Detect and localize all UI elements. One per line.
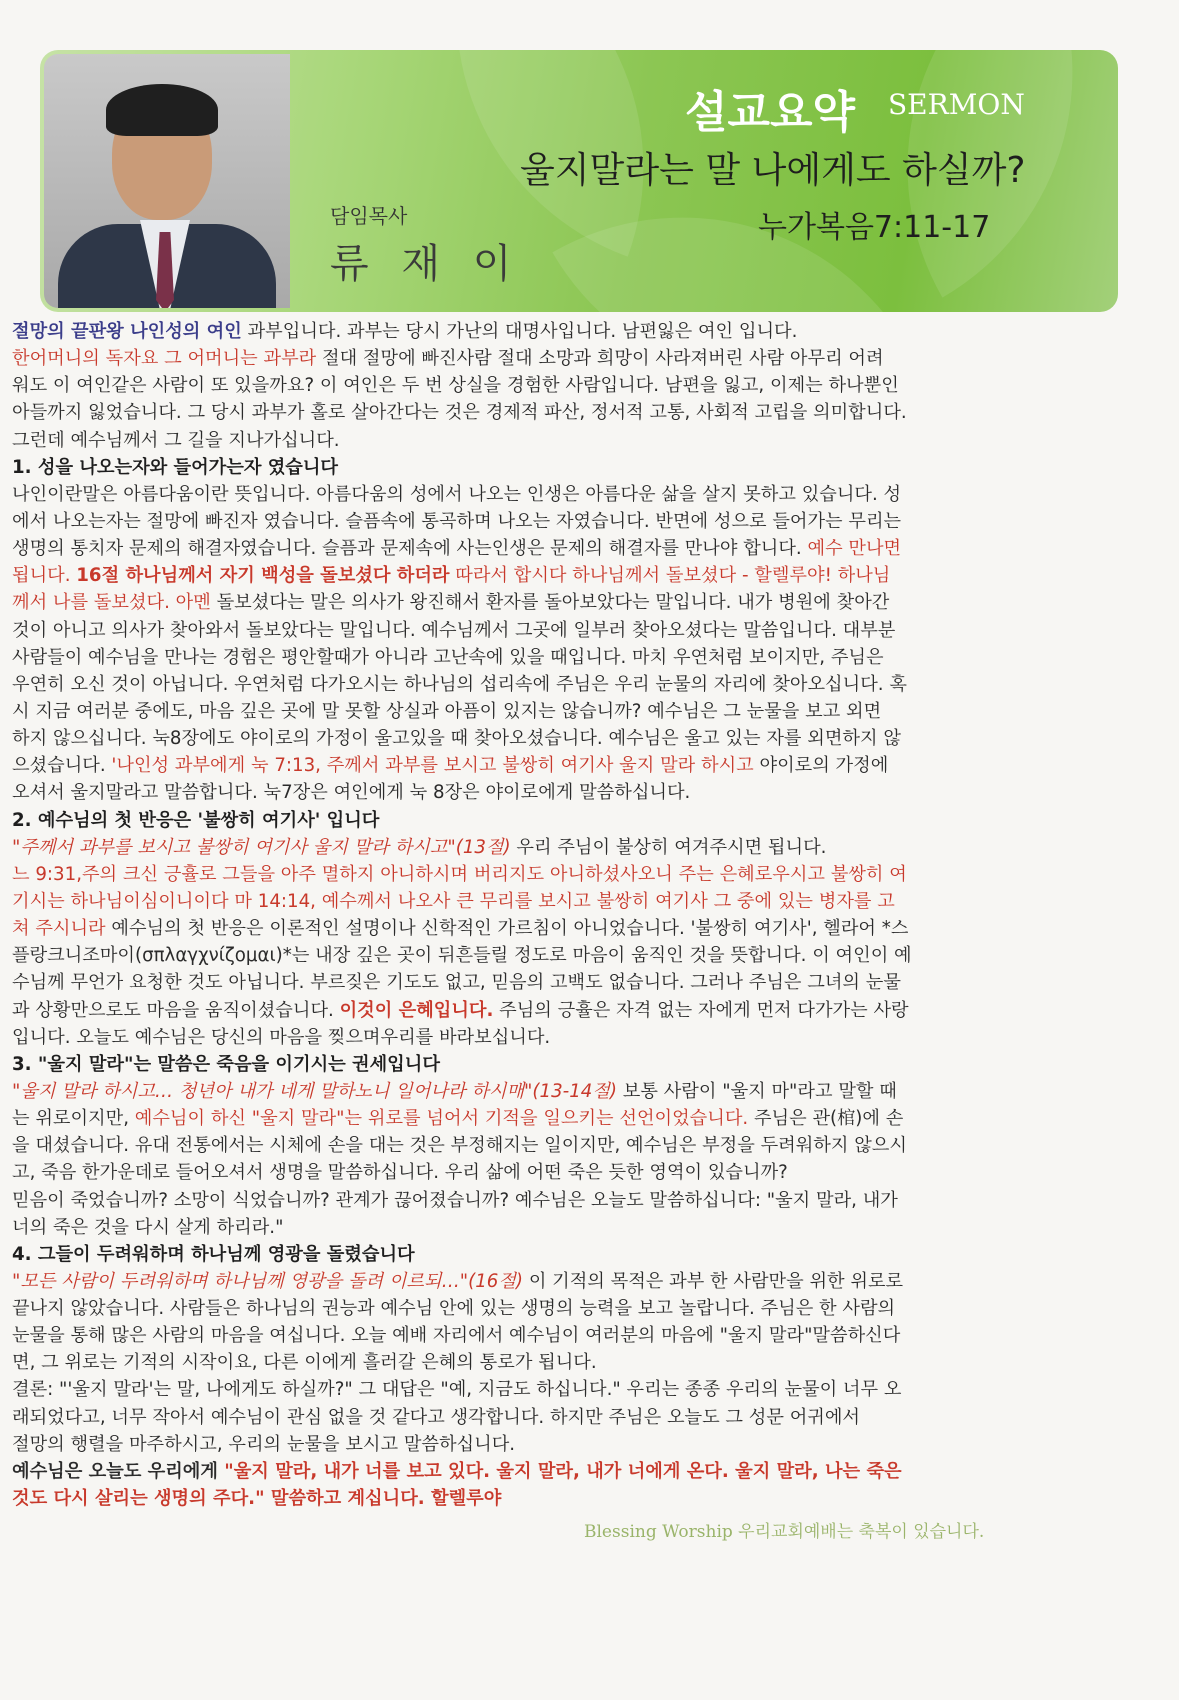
highlight-text: '나인성 과부에게 눅 7:13, 주께서 과부를 보시고 불쌍히 여기사 울지 말라 하시고: [111, 755, 754, 777]
body-line: 플랑크니조마이(σπλαγχνίζομαι)*는 내장 깊은 곳이 뒤흔들릴 정도로 마음이 움직인 것을 뜻합니다. 이 여인이 예: [12, 945, 912, 967]
body-line: 너의 죽은 것을 다시 살게 하리라.": [12, 1216, 284, 1238]
body-line: 고, 죽음 한가운데로 들어오셔서 생명을 말씀하십니다. 우리 삶에 어떤 죽은 듯한 영역이 있습니까?: [12, 1162, 788, 1184]
body-text: 생명의 통치자 문제의 해결자였습니다. 슬픔과 문제속에 사는인생은 문제의 해결자를 만나야 합니다.: [12, 538, 808, 560]
highlight-text: 16절 하나님께서 자기 백성을 돌보셨다 하더라: [76, 565, 450, 587]
conclusion-line: [12, 1485, 1128, 1512]
body-line: 끝나지 않았습니다. 사람들은 하나님의 권능과 예수님 안에 있는 생명의 능력을 보고 놀랍니다. 주님은 한 사람의: [12, 1298, 896, 1320]
body-line: [12, 562, 1128, 589]
body-line: 오셔서 울지말라고 말씀합니다. 눅7장은 여인에게 눅 8장은 야이로에게 말씀하십니다.: [12, 782, 691, 804]
scripture-reference: 누가복음7:11-17: [758, 210, 991, 245]
body-line: 면, 그 위로는 기적의 시작이요, 다른 이에게 흘러갈 은혜의 통로가 됩니다.: [12, 1352, 597, 1374]
body-line: 믿음이 죽었습니까? 소망이 식었습니까? 관계가 끊어졌습니까? 예수님은 오늘도 말씀하십니다: "울지 말라, 내가: [12, 1189, 898, 1211]
body-line: [12, 1078, 1128, 1105]
conclusion-line: 결론: "'울지 말라'는 말, 나에게도 하실까?" 그 대답은 "예, 지금도 하십니다." 우리는 종종 우리의 눈물이 너무 오: [12, 1379, 902, 1401]
body-line: [12, 1268, 1128, 1295]
body-text: 주님의 긍휼은 자격 없는 자에게 먼저 다가가는 사랑: [493, 999, 909, 1021]
pastor-photo: [44, 54, 290, 308]
scripture-quote: "주께서 과부를 보시고 불쌍히 여기사 울지 말라 하시고"(13절): [12, 836, 511, 858]
body-line: [12, 1105, 1128, 1132]
body-line: [12, 318, 1128, 345]
highlight-text: 예수 만나면: [807, 538, 902, 560]
body-line: 을 대셨습니다. 유대 전통에서는 시체에 손을 대는 것은 부정해지는 일이지만, 예수님은 부정을 두려워하지 않으시: [12, 1135, 907, 1157]
section-heading: 2. 예수님의 첫 반응은 '불쌍히 여기사' 입니다: [12, 809, 380, 831]
pastor-role: 담임목사: [330, 204, 408, 228]
body-line: [12, 345, 1128, 372]
highlight-text: 께서 나를 돌보셨다. 아멘: [12, 592, 211, 614]
sermon-body: [12, 318, 1128, 1512]
section-heading: 3. "울지 말라"는 말씀은 죽음을 이기시는 권세입니다: [12, 1053, 440, 1075]
body-line: 수님께 무언가 요청한 것도 아닙니다. 부르짖은 기도도 없고, 믿음의 고백도 없습니다. 그러나 주님은 그녀의 눈물: [12, 972, 901, 994]
conclusion-line: [12, 1458, 1128, 1485]
highlight-text: 따라서 합시다 하나님께서 돌보셨다 - 할렐루야! 하나님: [449, 565, 891, 587]
body-line: [12, 834, 1128, 861]
body-text: 보통 사람이 "울지 마"라고 말할 때: [617, 1080, 897, 1102]
body-line: 아들까지 잃었습니다. 그 당시 과부가 홀로 살아간다는 것은 경제적 파산, 정서적 고통, 사회적 고립을 의미합니다.: [12, 402, 907, 424]
conclusion-line: 절망의 행렬을 마주하시고, 우리의 눈물을 보시고 말씀하십니다.: [12, 1433, 516, 1455]
body-text: 과 상황만으로도 마음을 움직이셨습니다.: [12, 999, 340, 1021]
highlight-text: 예수님이 하신 "울지 말라"는 위로를 넘어서 기적을 일으키는 선언이었습니다.: [134, 1108, 749, 1130]
body-text: 이 기적의 목적은 과부 한 사람만을 위한 위로로: [523, 1270, 904, 1292]
body-line: [12, 589, 1128, 616]
highlight-text: 말씀하고 계십니다. 할렐루야: [264, 1488, 502, 1510]
body-line: [12, 997, 1128, 1024]
highlight-text: 것도 다시 살리는 생명의 주다.": [12, 1488, 265, 1510]
sermon-label: 설교요약: [685, 87, 856, 138]
body-line: 입니다. 오늘도 예수님은 당신의 마음을 찢으며우리를 바라보십니다.: [12, 1026, 551, 1048]
body-line: 사람들이 예수님을 만나는 경험은 평안할때가 아니라 고난속에 있을 때입니다. 마치 우연처럼 보이지만, 주님은: [12, 646, 884, 668]
highlight-text: 이것이 은혜입니다.: [339, 999, 494, 1021]
body-text: 예수님은 오늘도 우리에게: [12, 1460, 225, 1482]
body-line: 하지 않으십니다. 눅8장에도 야이로의 가정이 울고있을 때 찾아오셨습니다. 예수님은 울고 있는 자를 외면하지 않: [12, 728, 901, 750]
body-text: 절대 절망에 빠진사람 절대 소망과 희망이 사라져버린 사람 아무리 어려: [316, 348, 884, 370]
section-heading: 4. 그들이 두려워하며 하나님께 영광을 돌렸습니다: [12, 1243, 415, 1265]
sermon-title: 울지말라는 말 나에게도 하실까?: [520, 150, 1026, 191]
highlight-text: "울지 말라, 내가 너를 보고 있다. 울지 말라, 내가 너에게 온다. 울지 말라, 나는 죽은: [224, 1460, 902, 1482]
scripture-quote: "모든 사람이 두려워하며 하나님께 영광을 돌려 이르되…"(16절): [12, 1270, 524, 1292]
conclusion-line: 래되었다고, 너무 작아서 예수님이 관심 없을 것 같다고 생각합니다. 하지만 주님은 오늘도 그 성문 어귀에서: [12, 1406, 860, 1428]
body-text: 돌보셨다는 말은 의사가 왕진해서 환자를 돌아보았다는 말입니다. 내가 병원에 찾아간: [210, 592, 890, 614]
highlight-text: 절망의 끝판왕 나인성의 여인: [12, 321, 242, 342]
pastor-name: 류 재 이: [330, 241, 522, 287]
body-line: 느 9:31,주의 크신 긍휼로 그들을 아주 멸하지 아니하시며 버리지도 아니하셨사오니 주는 은혜로우시고 불쌍히 여: [12, 863, 907, 885]
body-line: 워도 이 여인같은 사람이 또 있을까요? 이 여인은 두 번 상실을 경험한 사람입니다. 남편을 잃고, 이제는 하나뿐인: [12, 375, 899, 397]
sermon-header: [40, 50, 1118, 312]
section-heading: 1. 성을 나오는자와 들어가는자 였습니다: [12, 456, 338, 478]
body-line: [12, 752, 1128, 779]
body-line: [12, 535, 1128, 562]
body-text: 우리 주님이 불상히 여겨주시면 됩니다.: [510, 836, 827, 858]
blessing-worship-footer: Blessing Worship 우리교회예배는 축복이 있습니다.: [584, 1522, 985, 1542]
body-text: 주님은 관(棺)에 손: [748, 1108, 904, 1130]
body-line: 에서 나오는자는 절망에 빠진자 였습니다. 슬픔속에 통곡하며 나오는 자였습니다. 반면에 성으로 들어가는 무리는: [12, 510, 902, 532]
body-line: 기시는 하나님이심이니이다 마 14:14, 예수께서 나오사 큰 무리를 보시고 불쌍히 여기사 그 중에 있는 병자를 고: [12, 890, 895, 912]
body-line: 그런데 예수님께서 그 길을 지나가십니다.: [12, 429, 340, 451]
body-line: 눈물을 통해 많은 사람의 마음을 여십니다. 오늘 예배 자리에서 예수님이 여러분의 마음에 "울지 말라"말씀하신다: [12, 1325, 901, 1347]
body-text: 으셨습니다.: [12, 755, 112, 777]
body-line: 것이 아니고 의사가 찾아와서 돌보았다는 말입니다. 예수님께서 그곳에 일부러 찾아오셨다는 말씀입니다. 대부분: [12, 619, 896, 641]
highlight-text: 쳐 주시니라: [12, 918, 106, 940]
highlight-text: 한어머니의 독자요 그 어머니는 과부라: [12, 348, 317, 370]
body-line: 우연히 오신 것이 아닙니다. 우연처럼 다가오시는 하나님의 섭리속에 주님은 우리 눈물의 자리에 찾아오십니다. 혹: [12, 673, 907, 695]
body-line: 시 지금 여러분 중에도, 마음 깊은 곳에 말 못할 상실과 아픔이 있지는 않습니까? 예수님은 그 눈물을 보고 외면: [12, 700, 882, 722]
body-line: 나인이란말은 아름다움이란 뜻입니다. 아름다움의 성에서 나오는 인생은 아름다운 삶을 살지 못하고 있습니다. 성: [12, 483, 902, 505]
body-text: 야이로의 가정에: [753, 755, 889, 777]
body-text: 과부입니다. 과부는 당시 가난의 대명사입니다. 남편잃은 여인 입니다.: [241, 321, 798, 342]
highlight-text: 됩니다.: [12, 565, 77, 587]
scripture-quote: "울지 말라 하시고… 청년아 내가 네게 말하노니 일어나라 하시매"(13-14절): [12, 1080, 618, 1102]
body-text: 예수님의 첫 반응은 이론적인 설명이나 신학적인 가르침이 아니었습니다. '불쌍히 여기사', 헬라어 *스: [105, 918, 909, 940]
body-text: 는 위로이지만,: [12, 1108, 135, 1130]
body-line: [12, 915, 1128, 942]
sermon-label-en: SERMON: [888, 88, 1025, 121]
